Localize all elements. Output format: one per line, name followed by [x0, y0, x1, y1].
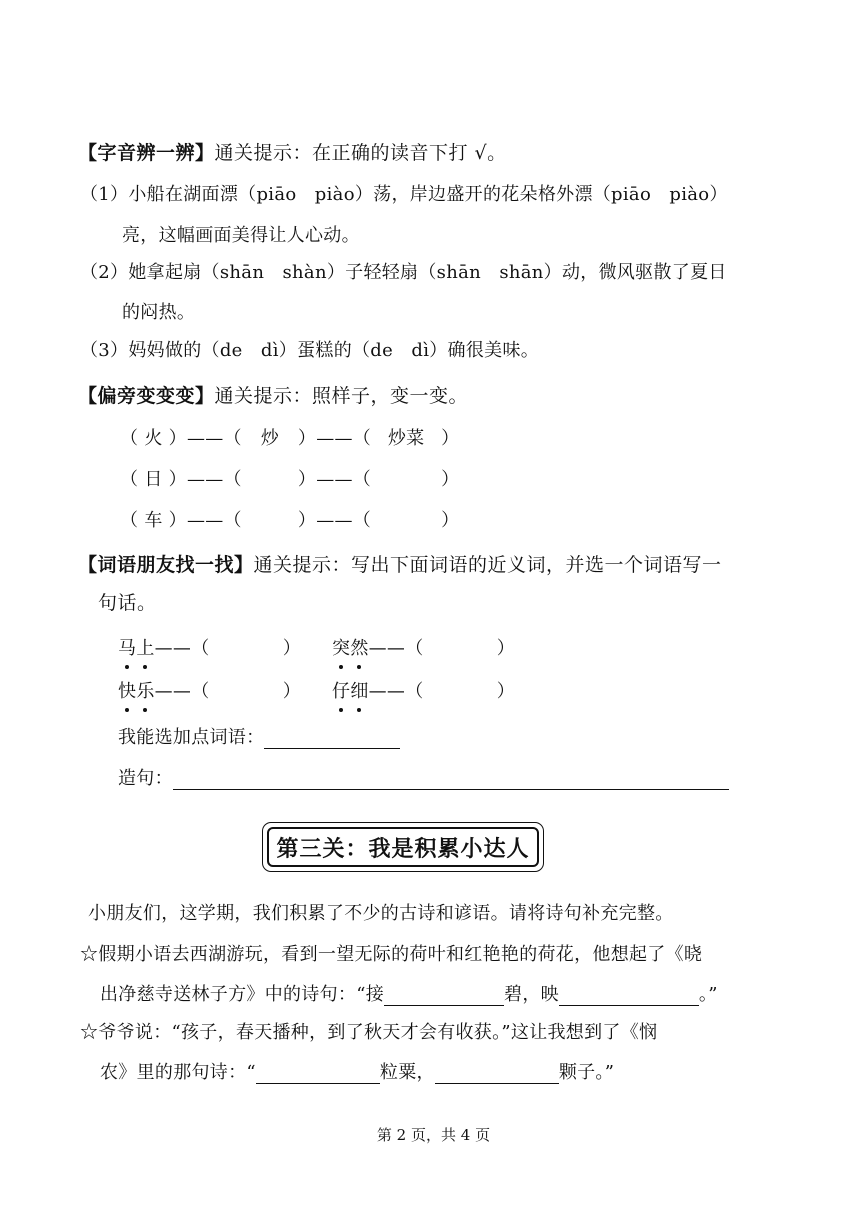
separator: ）——（	[297, 428, 372, 449]
section-heading-synonyms	[78, 550, 722, 577]
radical-row	[120, 465, 459, 491]
radical-label: （ 日 ）——（	[120, 469, 242, 490]
radical-row	[120, 424, 459, 450]
sentence-line	[118, 764, 729, 790]
question-2-line-1: （2）她拿起扇（shān shàn）子轻轻扇（shān shān）动，微风驱散了夏日	[80, 262, 727, 283]
sentence-blank[interactable]	[173, 771, 729, 790]
section-heading-pronunciation	[78, 138, 507, 165]
poem-blank-4[interactable]	[435, 1065, 559, 1084]
question-3: （3）妈妈做的（de dì）蛋糕的（de dì）确很美味。	[80, 340, 540, 361]
section-title: 【词语朋友找一找】	[78, 554, 254, 576]
section-heading-radicals	[78, 381, 468, 408]
synonym-item	[118, 677, 301, 703]
level-title-box	[262, 822, 544, 872]
close-paren: ）	[441, 510, 460, 531]
choose-word-line	[118, 723, 400, 749]
synonym-blank[interactable]: ——（ ）	[368, 638, 516, 659]
poem-question-2-line-2: 农》里的那句诗：“ 粒粟， 颗子。”	[100, 1062, 615, 1083]
poem-question-2-line-1: ☆爷爷说：“孩子，春天播种，到了秋天才会有收获。”这让我想到了《悯	[80, 1022, 658, 1043]
synonym-blank[interactable]: ——（ ）	[368, 681, 516, 702]
dotted-char: 突	[332, 634, 350, 660]
level-title: 第三关：我是积累小达人	[267, 827, 539, 867]
dotted-char: 仔	[332, 677, 350, 703]
radical-label: （ 火 ）——（	[120, 428, 242, 449]
section-tip: 通关提示：照样子，变一变。	[214, 385, 469, 407]
poem-blank-1[interactable]	[384, 987, 504, 1006]
synonym-blank[interactable]: ——（ ）	[154, 681, 302, 702]
sentence-label: 造句：	[118, 768, 173, 789]
dotted-char: 细	[350, 677, 368, 703]
section-title: 【偏旁变变变】	[78, 385, 215, 407]
choose-word-blank[interactable]	[264, 730, 400, 749]
answer-char[interactable]: 炒	[260, 428, 280, 449]
radical-row	[120, 506, 459, 532]
close-paren: ）	[441, 428, 460, 449]
synonym-item	[332, 677, 515, 703]
dotted-char: 快	[118, 677, 136, 703]
question-1-line-1: （1）小船在湖面漂（piāo piào）荡，岸边盛开的花朵格外漂（piāo piào）	[80, 184, 728, 205]
close-paren: ）	[441, 469, 460, 490]
synonym-item	[118, 634, 301, 660]
section-tip: 通关提示：写出下面词语的近义词，并选一个词语写一	[253, 554, 722, 576]
separator: ）——（	[297, 469, 372, 490]
question-2-line-2: 的闷热。	[122, 302, 196, 323]
section-tip: 通关提示：在正确的读音下打 √。	[214, 142, 507, 164]
dotted-char: 上	[136, 634, 154, 660]
dotted-char: 然	[350, 634, 368, 660]
dotted-char: 乐	[136, 677, 154, 703]
section-tip-continued: 句话。	[98, 592, 157, 614]
answer-word[interactable]: 炒菜	[387, 428, 425, 449]
synonym-blank[interactable]: ——（ ）	[154, 638, 302, 659]
poem-question-1-line-1: ☆假期小语去西湖游玩，看到一望无际的荷叶和红艳艳的荷花，他想起了《晓	[80, 944, 703, 965]
accumulation-intro: 小朋友们，这学期，我们积累了不少的古诗和谚语。请将诗句补充完整。	[88, 903, 674, 924]
poem-blank-3[interactable]	[256, 1065, 380, 1084]
poem-blank-2[interactable]	[559, 987, 699, 1006]
page-number: 第 2 页，共 4 页	[376, 1126, 491, 1144]
dotted-char: 马	[118, 634, 136, 660]
choose-label: 我能选加点词语：	[118, 727, 265, 748]
poem-question-1-line-2: 出净慈寺送林子方》中的诗句：“接 碧，映 。”	[100, 984, 718, 1005]
separator: ）——（	[297, 510, 372, 531]
synonym-item	[332, 634, 515, 660]
question-1-line-2: 亮，这幅画面美得让人心动。	[122, 225, 360, 246]
section-title: 【字音辨一辨】	[78, 142, 215, 164]
radical-label: （ 车 ）——（	[120, 510, 242, 531]
